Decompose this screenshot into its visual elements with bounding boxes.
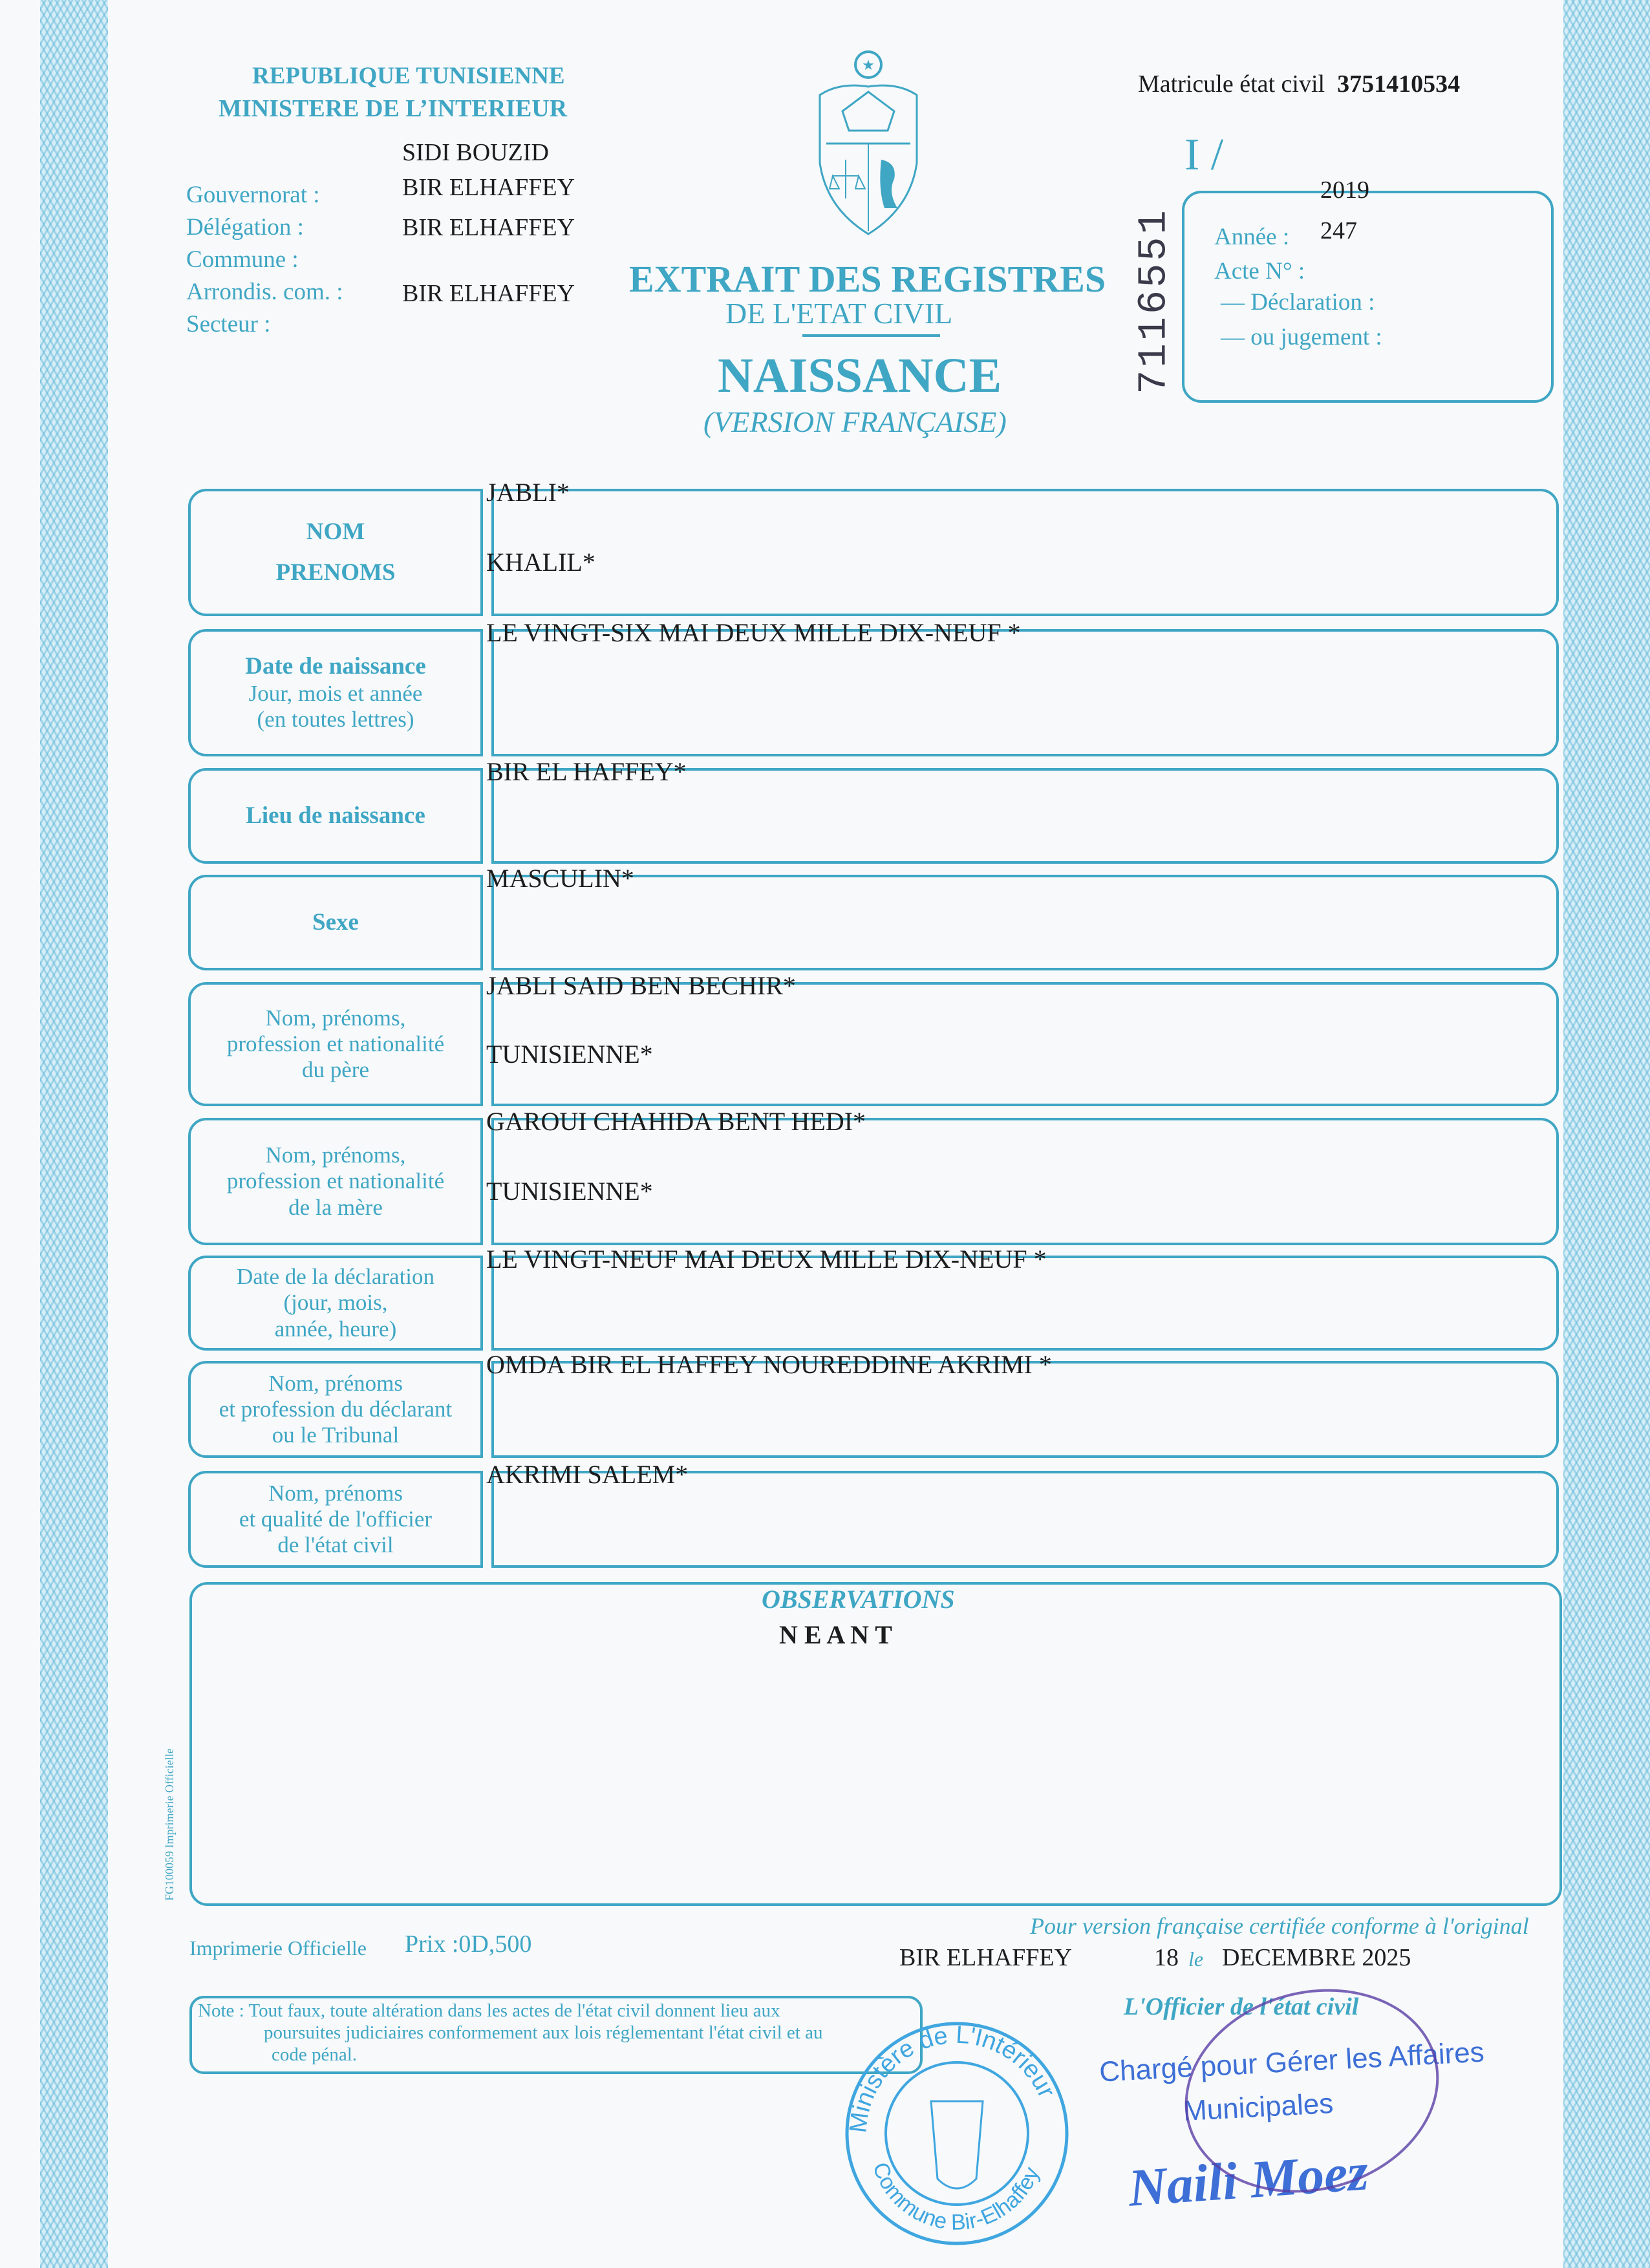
row-label-box — [188, 1471, 483, 1568]
printer-label: Imprimerie Officielle — [189, 1936, 367, 1960]
title-version: (VERSION FRANÇAISE) — [703, 405, 1007, 438]
officer-title: L'Officier de l'état civil — [1124, 1993, 1359, 2020]
annee-label: Année : — [1214, 224, 1290, 250]
gouvernorat-label: Gouvernorat : — [186, 182, 320, 208]
row-label-box — [188, 489, 483, 616]
row-value: KHALIL* — [486, 548, 595, 577]
note-text-2: poursuites judiciaires conformement aux lois réglementant l'état civil et au — [264, 2022, 823, 2043]
row-value: TUNISIENNE* — [486, 1039, 653, 1069]
stamp-line-1: Chargé pour Gérer les Affaires — [1098, 2036, 1485, 2088]
handwritten-mark: I / — [1184, 130, 1224, 180]
row-label: profession et nationalité — [226, 1168, 445, 1194]
arrondissement-value: BIR ELHAFFEY — [402, 280, 575, 307]
row-label: et profession du déclarant — [219, 1396, 453, 1422]
row-label: ou le Tribunal — [272, 1422, 400, 1448]
row-label: de la mère — [288, 1194, 383, 1220]
stamp-line-2: Municipales — [1182, 2087, 1334, 2128]
row-label-bold: Lieu de naissance — [246, 802, 425, 829]
row-label-box — [188, 875, 483, 970]
stamp-ring-bottom: Commune Bir-Elhaffey — [867, 2159, 1045, 2235]
title-etat-civil: DE L'ETAT CIVIL — [725, 297, 953, 330]
row-label: Date de la déclaration — [236, 1264, 435, 1290]
title-extrait: EXTRAIT DES REGISTRES — [629, 258, 1106, 300]
gouvernorat-value: BIR ELHAFFEY — [402, 174, 575, 201]
side-print-code: FG100059 Imprimerie Officielle — [163, 1748, 176, 1901]
row-value: TUNISIENNE* — [486, 1177, 653, 1206]
row-value: AKRIMI SALEM* — [486, 1460, 689, 1489]
row-label-box — [188, 1256, 483, 1351]
gouvernorat-top-value: SIDI BOUZID — [402, 139, 549, 166]
row-label: du père — [302, 1057, 369, 1083]
row-value: LE VINGT-SIX MAI DEUX MILLE DIX-NEUF * — [486, 618, 1021, 647]
serial-number: 7116551 — [1131, 208, 1177, 394]
matricule-label-text: Matricule état civil — [1138, 70, 1325, 98]
place-value: BIR ELHAFFEY — [899, 1944, 1073, 1971]
row-label-box — [188, 1361, 483, 1458]
date-value: DECEMBRE 2025 — [1222, 1944, 1411, 1971]
row-label-box — [188, 768, 483, 864]
row-label: (jour, mois, — [283, 1290, 388, 1316]
note-text: Note : Tout faux, toute altération dans les actes de l'état civil donnent lieu aux — [198, 2000, 780, 2021]
acte-number-value: 247 — [1320, 217, 1357, 244]
certified-text: Pour version française certifiée conforme à l'original — [1030, 1913, 1529, 1939]
stamp-ring-top: Ministère de L'Intérieur — [844, 2021, 1060, 2134]
title-divider — [802, 334, 940, 337]
row-label: (en toutes lettres) — [257, 706, 414, 732]
commune-label: Commune : — [186, 246, 299, 273]
acte-number-label: Acte N° : — [1214, 258, 1305, 284]
row-label: de l'état civil — [277, 1532, 394, 1558]
row-label-bold: Date de naissance — [245, 652, 426, 679]
day-value: 18 — [1154, 1944, 1179, 1971]
row-label: Jour, mois et année — [248, 680, 423, 706]
row-value: GAROUI CHAHIDA BENT HEDI* — [486, 1107, 866, 1136]
row-value: LE VINGT-NEUF MAI DEUX MILLE DIX-NEUF * — [486, 1245, 1047, 1274]
observations-value: N E A N T — [779, 1620, 892, 1649]
observations-label: OBSERVATIONS — [762, 1585, 955, 1614]
row-value-box — [491, 489, 1559, 616]
jugement-label: — ou jugement : — [1221, 324, 1382, 350]
row-label-bold: NOM — [306, 518, 365, 545]
row-label-box — [188, 982, 483, 1106]
row-label-box — [188, 1118, 483, 1245]
annee-value: 2019 — [1320, 177, 1369, 204]
price-label: Prix :0D,500 — [405, 1931, 532, 1958]
row-value-box — [491, 875, 1559, 970]
row-label-bold: PRENOMS — [275, 559, 396, 586]
row-value: BIR EL HAFFEY* — [486, 757, 687, 786]
row-label-bold: Sexe — [312, 908, 359, 936]
row-value-box — [491, 629, 1559, 756]
row-label: profession et nationalité — [226, 1031, 445, 1056]
row-value: MASCULIN* — [486, 864, 634, 893]
right-guilloche-border — [1563, 0, 1650, 2268]
arrondissement-label: Arrondis. com. : — [186, 279, 343, 305]
svg-text:Ministère de L'Intérieur — [844, 2022, 1060, 2134]
matricule-label — [1138, 70, 1460, 98]
row-label: année, heure) — [274, 1316, 397, 1342]
row-label: Nom, prénoms, — [265, 1142, 406, 1168]
row-label: Nom, prénoms — [268, 1370, 403, 1396]
republic-heading: REPUBLIQUE TUNISIENNE — [252, 63, 565, 89]
le-label: le — [1188, 1947, 1204, 1971]
row-value: JABLI SAID BEN BECHIR* — [486, 971, 796, 1000]
row-value: OMDA BIR EL HAFFEY NOUREDDINE AKRIMI * — [486, 1350, 1052, 1379]
delegation-value: BIR ELHAFFEY — [402, 214, 575, 241]
row-label: Nom, prénoms — [268, 1480, 403, 1506]
declaration-label: — Déclaration : — [1221, 289, 1375, 316]
tunisia-coat-of-arms-icon — [813, 47, 923, 237]
title-naissance: NAISSANCE — [718, 348, 1002, 403]
row-label: et qualité de l'officier — [239, 1506, 433, 1532]
row-value: JABLI* — [486, 478, 570, 507]
note-text-3: code pénal. — [272, 2044, 358, 2065]
svg-text:★: ★ — [862, 57, 875, 73]
row-label: Nom, prénoms, — [265, 1005, 406, 1031]
secteur-label: Secteur : — [186, 311, 271, 337]
delegation-label: Délégation : — [186, 214, 304, 241]
matricule-value: 3751410534 — [1337, 70, 1461, 98]
left-guilloche-border — [40, 0, 108, 2268]
ministry-heading: MINISTERE DE L’INTERIEUR — [219, 95, 568, 122]
commune-round-stamp-icon — [841, 2011, 1073, 2268]
row-label-box — [188, 629, 483, 756]
officer-signature-stamp: Naili Moez — [1126, 2142, 1370, 2218]
